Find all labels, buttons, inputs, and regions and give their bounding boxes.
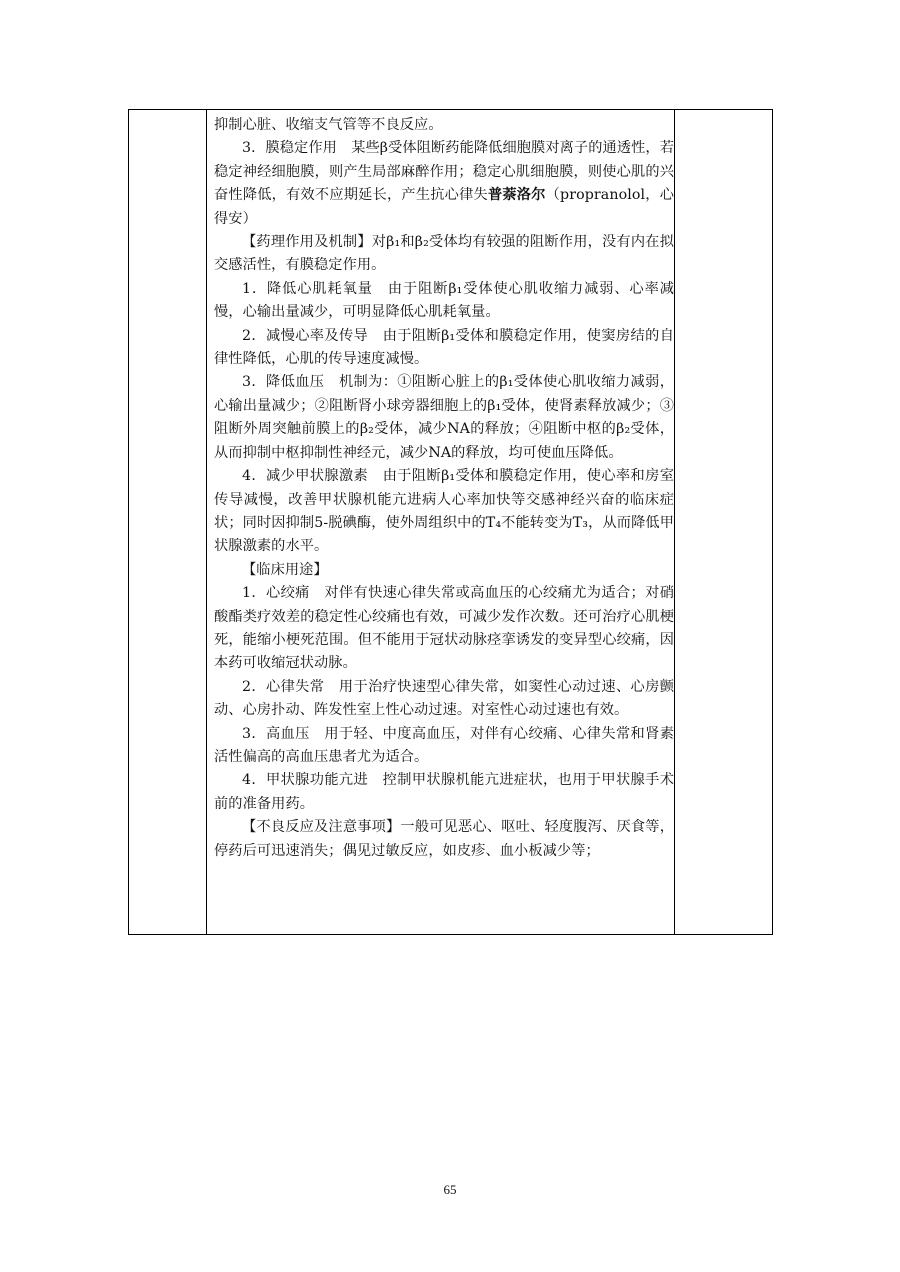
paragraph-arrhythmia: 2．心律失常 用于治疗快速型心律失常，如窦性心动过速、心房颤动、心房扑动、阵发性室上性心动过速。对室性心动过速也有效。 bbox=[214, 678, 674, 719]
table-main-cell bbox=[214, 114, 674, 863]
paragraph-adverse-reactions: 【不良反应及注意事项】一般可见恶心、呕吐、轻度腹泻、厌食等，停药后可迅速消失；偶见过敏反应，如皮疹、血小板减少等； bbox=[214, 819, 674, 859]
paragraph-membrane-stabilization: 3．膜稳定作用 某些β受体阻断药能降低细胞膜对离子的通透性，若稳定神经细胞膜，则产生局部麻醉作用；稳定心肌细胞膜，则使心肌的兴奋性降低，有效不应期延长，产生抗心律失普萘洛尔（propranolol，心得安） bbox=[214, 140, 674, 227]
paragraph-hyperthyroidism: 4．甲状腺功能亢进 控制甲状腺机能亢进症状，也用于甲状腺手术前的准备用药。 bbox=[214, 772, 674, 812]
paragraph-heart-rate: 2．减慢心率及传导 由于阻断β₁受体和膜稳定作用，使窦房结的自律性降低，心肌的传导速度减慢。 bbox=[214, 327, 674, 368]
content-table bbox=[128, 109, 773, 935]
paragraph-pharmacology: 【药理作用及机制】对β₁和β₂受体均有较强的阻断作用，没有内在拟交感活性，有膜稳定作用。 bbox=[214, 234, 674, 274]
paragraph-1: 抑制心脏、收缩支气管等不良反应。 bbox=[214, 117, 443, 133]
paragraph-blood-pressure: 3．降低血压 机制为：①阻断心脏上的β₁受体使心肌收缩力减弱，心输出量减少；②阻断肾小球旁器细胞上的β₁受体，使肾素释放减少；③阻断外周突触前膜上的β₂受体，减少NA的释放；④阻断中枢的β₂受体，从而抑制中枢抑制性神经元，减少NA的释放，均可使血压降低。 bbox=[214, 374, 674, 461]
page-number: 65 bbox=[443, 1182, 457, 1197]
paragraph-hypertension: 3．高血压 用于轻、中度高血压，对伴有心绞痛、心律失常和肾素活性偏高的高血压患者尤为适合。 bbox=[214, 725, 674, 765]
column-divider-1 bbox=[206, 110, 207, 934]
drug-name-bold: 普萘洛尔 bbox=[487, 187, 546, 204]
paragraph-thyroid-hormone: 4．减少甲状腺激素 由于阻断β₁受体和膜稳定作用，使心率和房室传导减慢，改善甲状腺机能亢进病人心率加快等交感神经兴奋的临床症状；同时因抑制5-脱碘酶，使外周组织中的T₄不能转变为T₃，从而降低甲状腺激素的水平。 bbox=[214, 468, 674, 555]
heading-clinical-use: 【临床用途】 bbox=[242, 561, 328, 578]
paragraph-oxygen-consumption: 1．降低心肌耗氧量 由于阻断β₁受体使心肌收缩力减弱、心率减慢，心输出量减少，可明显降低心肌耗氧量。 bbox=[214, 280, 674, 321]
paragraph-angina: 1．心绞痛 对伴有快速心律失常或高血压的心绞痛尤为适合；对硝酸酯类疗效差的稳定性心绞痛也有效，可减少发作次数。还可治疗心肌梗死，能缩小梗死范围。但不能用于冠状动脉痉挛诱发的变异型心绞痛，因本药可收缩冠状动脉。 bbox=[214, 585, 674, 672]
column-divider-2 bbox=[674, 110, 675, 934]
